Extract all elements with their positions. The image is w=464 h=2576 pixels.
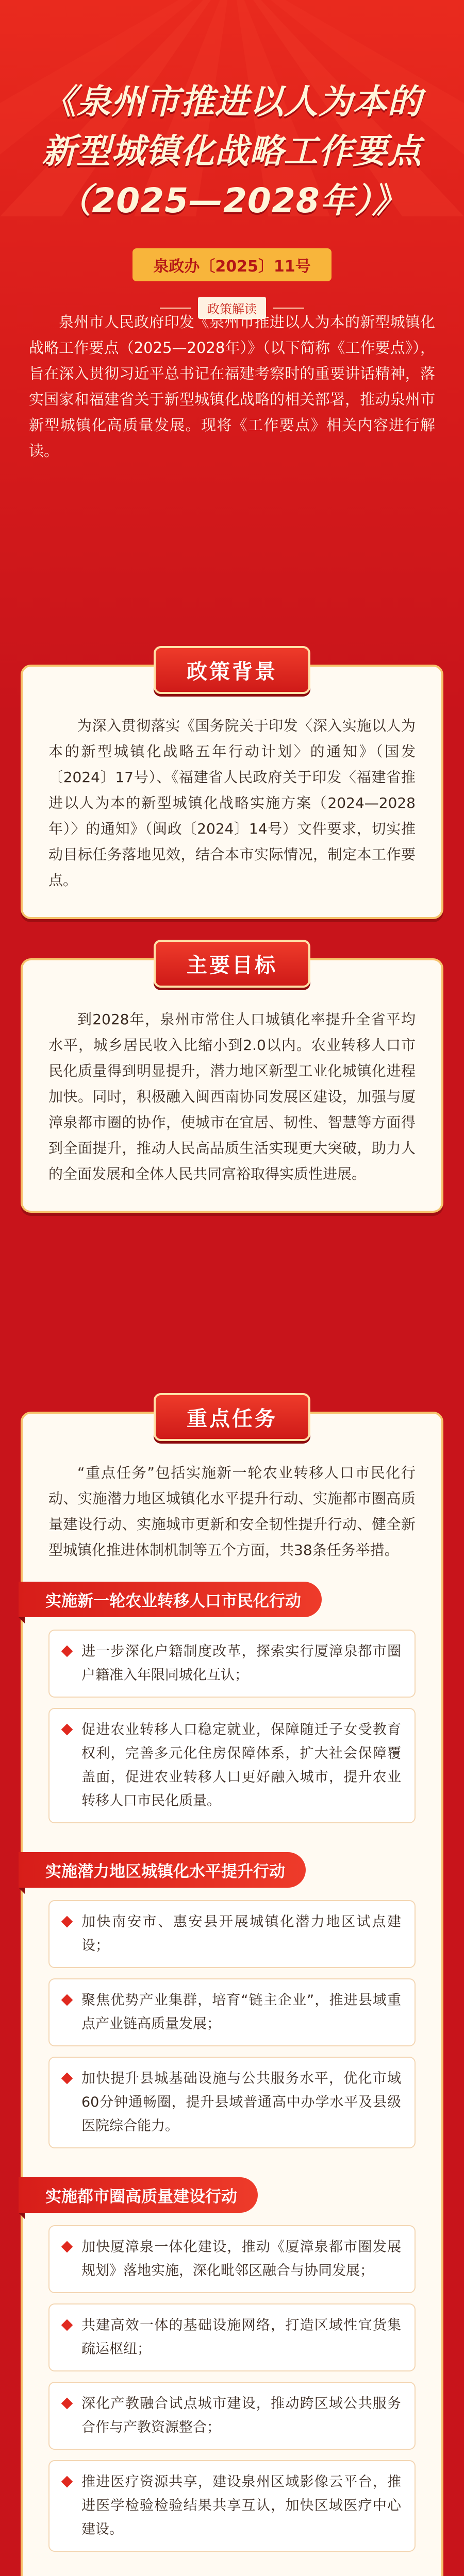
section-main-goals: [0, 954, 464, 1213]
list-item: [48, 1630, 416, 1698]
section-text: 到2028年，泉州市常住人口城镇化率提升全省平均水平，城乡居民收入比缩小到2.0以内。农业转移人口市民化质量得到明显提升，潜力地区新型工业化城镇化进程加快。同时，积极融入闽西南协同发展区建设，加强与厦漳泉都市圈的协作，使城市在宜居、韧性、智慧等方面得到全面提升，推动人民高品质生活实现更大突破，助力人的全面发展和全体人民共同富裕取得实质性进展。: [48, 1011, 416, 1182]
list-item: [48, 1978, 416, 2046]
section-title: 重点任务: [154, 1393, 310, 1441]
list-item: [48, 2460, 416, 2552]
task-group-heading: 实施潜力地区城镇化水平提升行动: [19, 1852, 306, 1888]
section-title: 主要目标: [154, 940, 310, 988]
list-item-text: 聚焦优势产业集群，培育“链主企业”，推进县域重点产业链高质量发展；: [81, 1992, 401, 2032]
title-line-2: 新型城镇化战略工作要点: [42, 131, 422, 171]
intro-paragraph: 泉州市人民政府印发《泉州市推进以人为本的新型城镇化战略工作要点（2025—2028年）》（以下简称《工作要点》），旨在深入贯彻习近平总书记在福建考察时的重要讲话精神，落实国家和福建省关于新型城镇化战略的相关部署，推动泉州市新型城镇化高质量发展。现将《工作要点》相关内容进行解读。: [29, 313, 435, 460]
section-intro-text: “重点任务”包括实施新一轮农业转移人口市民化行动、实施潜力地区城镇化水平提升行动、实施都市圈高质量建设行动、实施城市更新和安全韧性提升行动、健全新型城镇化推进体制机制等五个方面，共38条任务举措。: [48, 1464, 416, 1558]
list-item: [48, 2057, 416, 2148]
section-key-tasks: [0, 1407, 464, 2576]
list-item-text: 加快提升县城基础设施与公共服务水平，优化市域60分钟通畅圈，提升县域普通高中办学水平及县级医院综合能力。: [81, 2071, 401, 2134]
card: [21, 954, 443, 1213]
diamond-bullet-icon: [61, 1994, 73, 2006]
section-policy-background: [0, 660, 464, 919]
list-item-text: 共建高效一体的基础设施网络，打造区域性宜货集疏运枢纽；: [81, 2317, 401, 2357]
list-item: [48, 2225, 416, 2293]
divider: [273, 308, 304, 309]
diamond-bullet-icon: [61, 1646, 73, 1657]
list-item: [48, 1708, 416, 1823]
section-text: 为深入贯彻落实《国务院关于印发〈深入实施以人为本的新型城镇化战略五年行动计划〉的通知》（国发〔2024〕17号）、《福建省人民政府关于印发〈福建省推进以人为本的新型城镇化战略实施方案（2024—2028年）〉的通知》（闽政〔2024〕14号）文件要求，切实推动目标任务落地见效，结合本市实际情况，制定本工作要点。: [48, 717, 416, 889]
title-line-3: （2025—2028年）》: [57, 181, 407, 221]
list-item-text: 加快南安市、惠安县开展城镇化潜力地区试点建设；: [81, 1914, 401, 1954]
diamond-bullet-icon: [61, 2073, 73, 2084]
task-group-1: [45, 1563, 416, 1823]
task-group-2: [45, 1834, 416, 2148]
task-group-4: [48, 2562, 416, 2576]
section-title: 政策背景: [154, 646, 310, 694]
diamond-bullet-icon: [61, 1724, 73, 1736]
list-item-text: 推进医疗资源共享，建设泉州区域影像云平台，推进医学检验检验结果共享互认，加快区域医疗中心建设。: [81, 2474, 401, 2537]
document-number-badge: 泉政办〔2025〕11号: [132, 248, 331, 281]
task-group-heading: 实施都市圈高质量建设行动: [19, 2177, 258, 2213]
list-item: [48, 1900, 416, 1968]
list-item: [48, 2303, 416, 2371]
title-line-1: 《泉州市推进以人为本的: [42, 82, 422, 122]
diamond-bullet-icon: [61, 2319, 73, 2331]
diamond-bullet-icon: [61, 2398, 73, 2410]
list-item-text: 深化产教融合试点城市建设，推动跨区域公共服务合作与产教资源整合；: [81, 2396, 401, 2435]
card: [21, 1407, 443, 2576]
list-item-text: 进一步深化户籍制度改革，探索实行厦漳泉都市圈户籍准入年限同城化互认；: [81, 1643, 401, 1683]
diamond-bullet-icon: [61, 2241, 73, 2253]
task-group-heading: 实施新一轮农业转移人口市民化行动: [19, 1582, 322, 1617]
card: [21, 660, 443, 919]
diamond-bullet-icon: [61, 1916, 73, 1928]
list-item-text: 促进农业转移人口稳定就业，保障随迁子女受教育权利，完善多元化住房保障体系，扩大社会保障覆盖面，促进农业转移人口更好融入城市，提升农业转移人口市民化质量。: [81, 1722, 401, 1809]
list-item: [48, 2382, 416, 2450]
tag-label: 政策解读: [198, 297, 266, 319]
page-title: [0, 77, 464, 226]
task-group-3: [45, 2159, 416, 2552]
list-item-text: 加快厦漳泉一体化建设，推动《厦漳泉都市圈发展规划》落地实施，深化毗邻区融合与协同发展；: [81, 2239, 401, 2279]
divider: [160, 308, 191, 309]
diamond-bullet-icon: [61, 2476, 73, 2488]
